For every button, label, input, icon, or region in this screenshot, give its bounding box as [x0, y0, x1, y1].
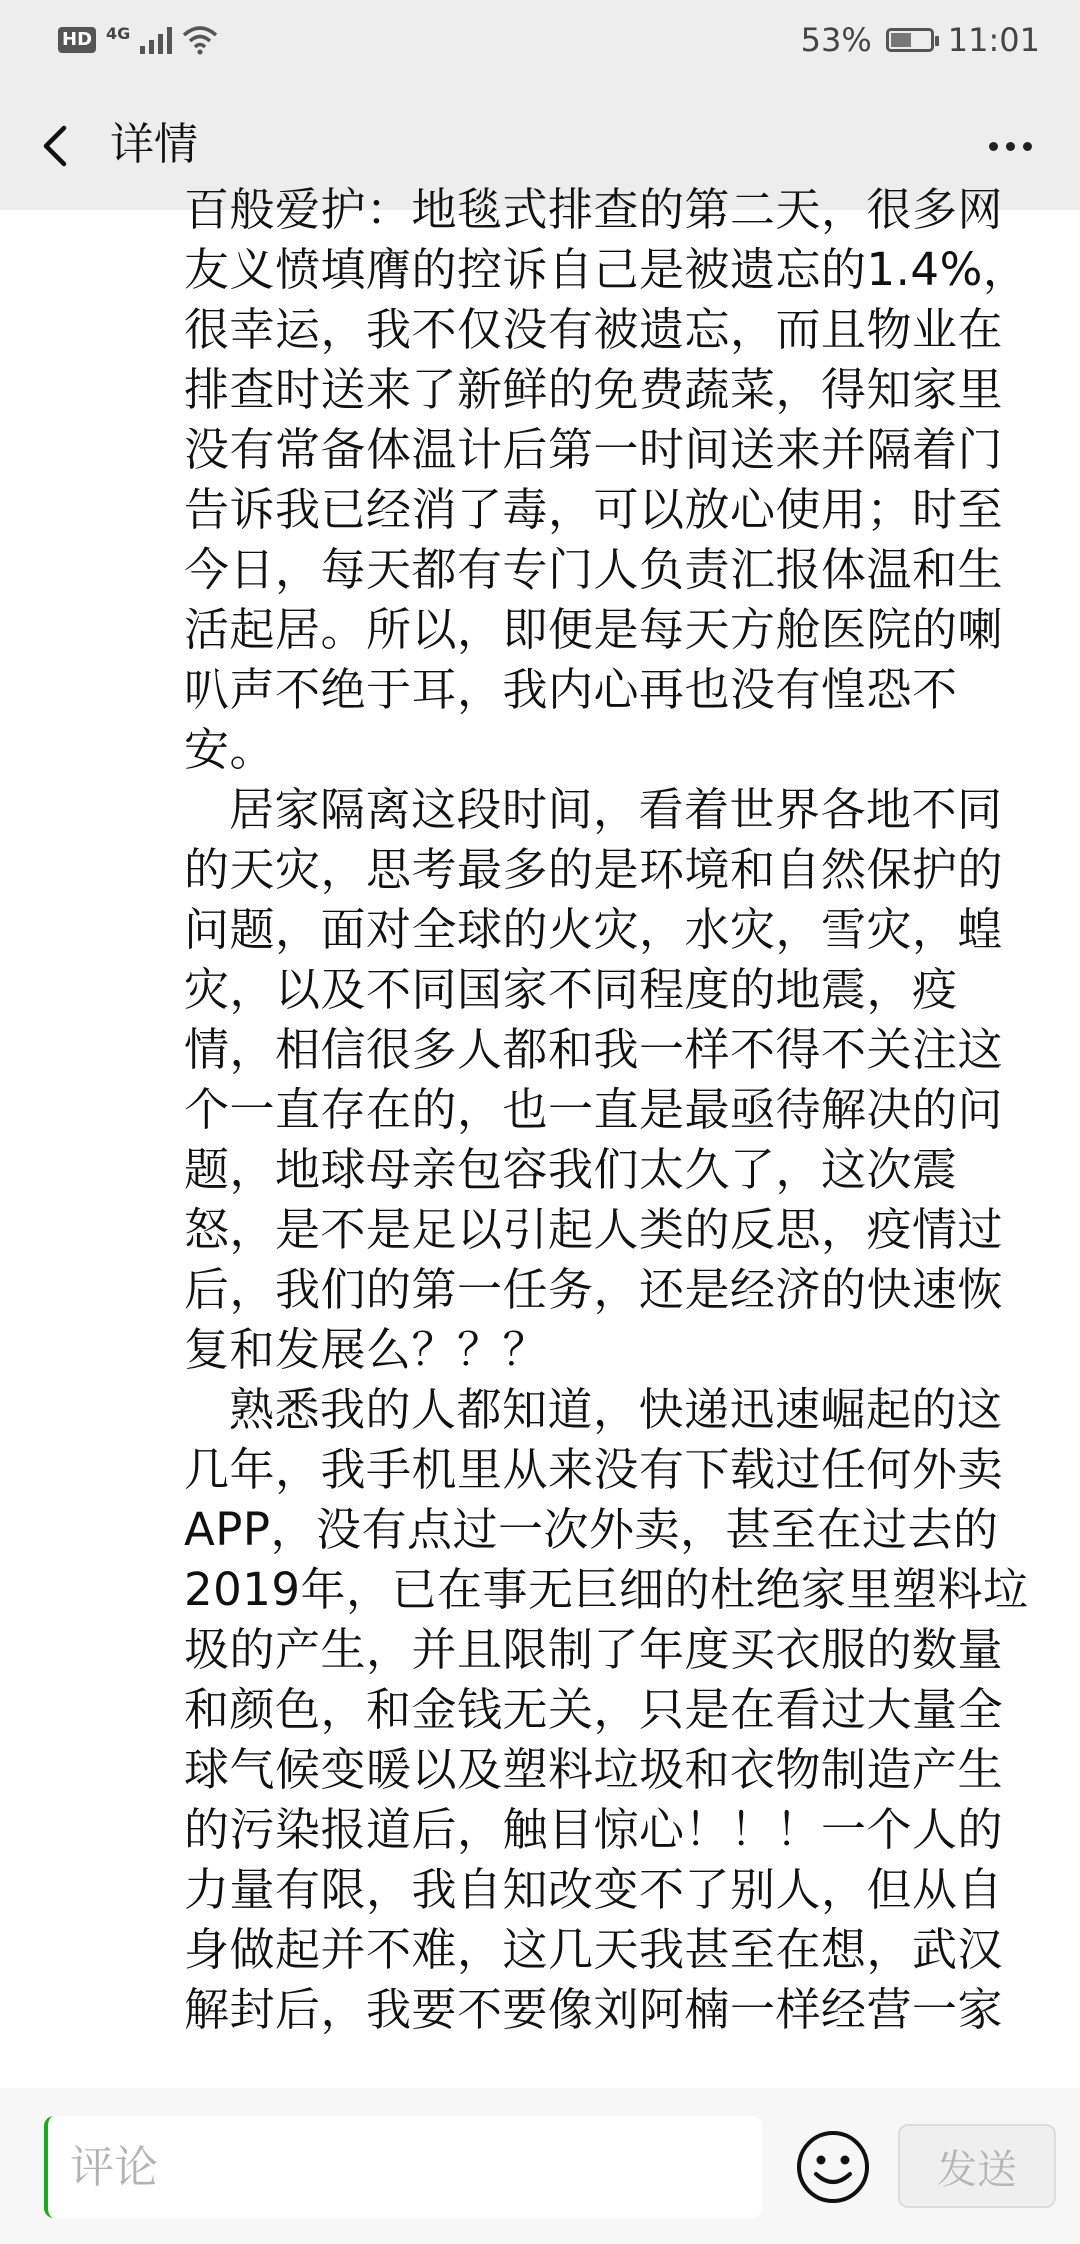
- article-scroll-area[interactable]: [0, 183, 1080, 2088]
- network-type: 4G: [106, 23, 131, 43]
- comment-bar: [0, 2088, 1080, 2244]
- comment-input[interactable]: [44, 2116, 762, 2218]
- send-button[interactable]: 发送: [898, 2124, 1056, 2208]
- signal-icon: [140, 26, 172, 54]
- battery-fill: [891, 33, 911, 47]
- battery-icon: [886, 28, 934, 52]
- hd-badge: HD: [58, 27, 96, 53]
- battery-percent: 53%: [800, 21, 872, 59]
- article-paragraph: 居家隔离这段时间，看着世界各地不同的天灾，思考最多的是环境和自然保护的问题，面对全球的火灾，水灾，雪灾，蝗灾，以及不同国家不同程度的地震，疫情，相信很多人都和我一样不得不关注这个一直存在的，也一直是最亟待解决的问题，地球母亲包容我们太久了，这次震怒，是不是足以引起人类的反思，疫情过后，我们的第一任务，还是经济的快速恢复和发展么？？？: [184, 783, 1004, 1376]
- page-title: 详情: [110, 119, 198, 170]
- clock: 11:01: [947, 21, 1040, 59]
- wifi-icon: [182, 25, 218, 55]
- article-body: [184, 180, 1030, 2040]
- article-paragraph: 熟悉我的人都知道，快递迅速崛起的这几年，我手机里从来没有下载过任何外卖APP，没有点过一次外卖，甚至在过去的2019年，已在事无巨细的杜绝家里塑料垃圾的产生，并且限制了年度买衣服的数量和颜色，和金钱无关，只是在看过大量全球气候变暖以及塑料垃圾和衣物制造产生的污染报道后，触目惊心！！！一个人的力量有限，我自知改变不了别人，但从自身做起并不难，这几天我甚至在想，武汉解封后，我要不要像刘阿楠一样经营一家: [184, 1383, 1029, 2036]
- article-paragraph: 百般爱护：地毯式排查的第二天，很多网友义愤填膺的控诉自己是被遗忘的1.4%，很幸运，我不仅没有被遗忘，而且物业在排查时送来了新鲜的免费蔬菜，得知家里没有常备体温计后第一时间送来并隔着门告诉我已经消了毒，可以放心使用；时至今日，每天都有专门人负责汇报体温和生活起居。所以，即便是每天方舱医院的喇叭声不绝于耳，我内心再也没有惶恐不安。: [184, 183, 1029, 776]
- status-bar: [0, 0, 1080, 82]
- status-left: [58, 20, 218, 60]
- more-horizontal-icon[interactable]: [980, 118, 1040, 174]
- emoji-smile-icon[interactable]: [794, 2128, 872, 2206]
- chevron-left-icon[interactable]: [28, 116, 88, 176]
- status-right: [801, 18, 1040, 62]
